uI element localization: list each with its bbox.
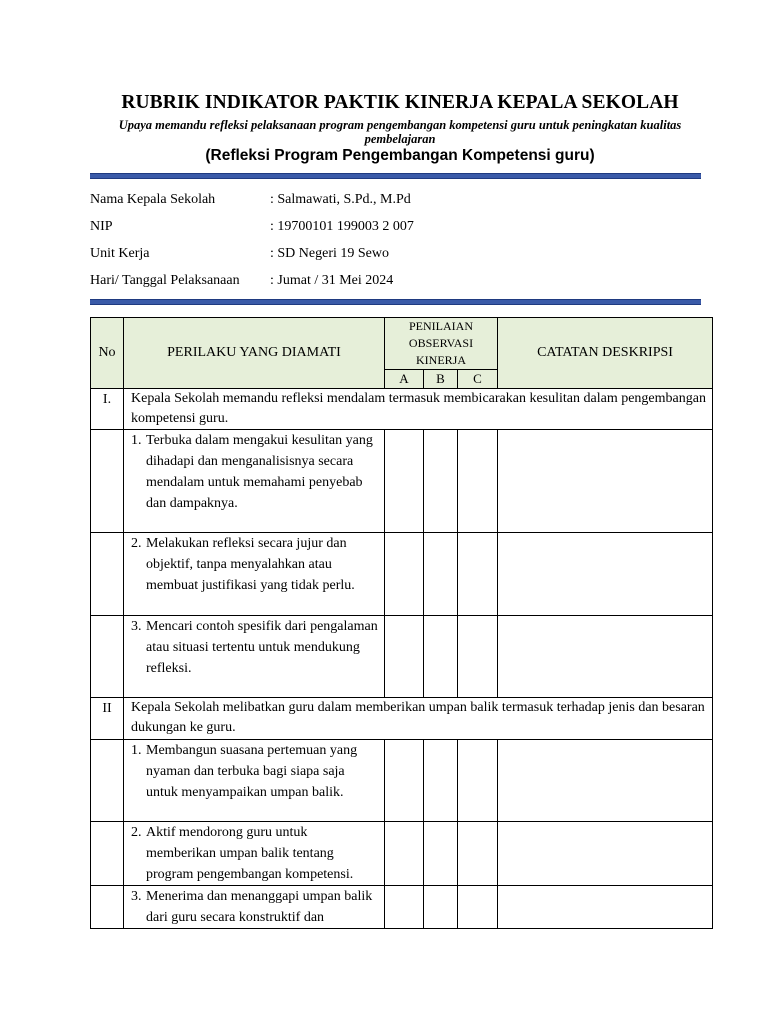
indicator-text: Membangun suasana pertemuan yang nyaman dan terbuka bagi siapa saja untuk menyampaikan umpan balik.: [146, 743, 358, 800]
score-b-cell[interactable]: [424, 740, 458, 822]
notes-cell[interactable]: [498, 886, 713, 929]
indicator-cell: [124, 740, 385, 822]
identity-info: [90, 186, 710, 294]
score-a-cell[interactable]: [385, 533, 424, 616]
section-number: II: [91, 698, 124, 740]
score-a-cell[interactable]: [385, 616, 424, 698]
info-value: : SD Negeri 19 Sewo: [270, 246, 389, 261]
indicator-cell: [124, 533, 385, 616]
table-row: [91, 533, 713, 616]
section-heading: Kepala Sekolah melibatkan guru dalam memberikan umpan balik termasuk terhadap jenis dan besaran dukungan ke guru.: [124, 698, 713, 740]
document-title: RUBRIK INDIKATOR PAKTIK KINERJA KEPALA SEKOLAH: [121, 92, 679, 113]
notes-cell[interactable]: [498, 430, 713, 533]
table-row: [91, 616, 713, 698]
indicator-number: 1.: [131, 433, 142, 448]
header-perilaku: PERILAKU YANG DIAMATI: [124, 318, 385, 389]
score-c-cell[interactable]: [458, 533, 498, 616]
score-b-cell[interactable]: [424, 430, 458, 533]
table-row: [91, 822, 713, 886]
table-row: [91, 430, 713, 533]
indicator-number: 3.: [131, 619, 142, 634]
notes-cell[interactable]: [498, 740, 713, 822]
indicator-text: Melakukan refleksi secara jujur dan objektif, tanpa menyalahkan atau membuat justifikasi yang tidak perlu.: [146, 536, 355, 593]
header-penilaian: PENILAIAN OBSERVASI KINERJA: [385, 318, 498, 370]
indicator-cell: [124, 430, 385, 533]
indicator-cell: [124, 616, 385, 698]
score-b-cell[interactable]: [424, 822, 458, 886]
score-a-cell[interactable]: [385, 822, 424, 886]
info-value: : Jumat / 31 Mei 2024: [270, 273, 394, 288]
info-label: Unit Kerja: [90, 246, 150, 261]
info-row-nip: [90, 213, 710, 240]
score-c-cell[interactable]: [458, 740, 498, 822]
info-row-unit-kerja: [90, 240, 710, 267]
header-a: A: [385, 370, 424, 389]
indicator-number: 2.: [131, 825, 142, 840]
indicator-text: Aktif mendorong guru untuk memberikan umpan balik tentang program pengembangan kompetensi.: [146, 825, 354, 882]
info-row-tanggal: [90, 267, 710, 294]
divider-top: [90, 173, 701, 179]
score-b-cell[interactable]: [424, 616, 458, 698]
header-b: B: [424, 370, 458, 389]
indicator-number: 1.: [131, 743, 142, 758]
indicator-number: 2.: [131, 536, 142, 551]
no-cell: [91, 822, 124, 886]
score-c-cell[interactable]: [458, 616, 498, 698]
header-no: No: [91, 318, 124, 389]
header-c: C: [458, 370, 498, 389]
notes-cell[interactable]: [498, 616, 713, 698]
section-number: I.: [91, 389, 124, 430]
info-label: Nama Kepala Sekolah: [90, 192, 216, 207]
score-a-cell[interactable]: [385, 886, 424, 929]
score-a-cell[interactable]: [385, 430, 424, 533]
no-cell: [91, 533, 124, 616]
rubric-table: [90, 317, 713, 929]
document-subtitle-program: (Refleksi Program Pengembangan Kompetensi guru): [205, 147, 595, 164]
score-c-cell[interactable]: [458, 886, 498, 929]
score-c-cell[interactable]: [458, 430, 498, 533]
score-a-cell[interactable]: [385, 740, 424, 822]
no-cell: [91, 430, 124, 533]
no-cell: [91, 616, 124, 698]
indicator-number: 3.: [131, 889, 142, 904]
no-cell: [91, 740, 124, 822]
no-cell: [91, 886, 124, 929]
notes-cell[interactable]: [498, 533, 713, 616]
score-b-cell[interactable]: [424, 886, 458, 929]
info-row-nama: [90, 186, 710, 213]
indicator-text: Menerima dan menanggapi umpan balik dari guru secara konstruktif dan: [146, 889, 373, 925]
document-subtitle: Upaya memandu refleksi pelaksanaan program pengembangan kompetensi guru untuk peningkatan kualitas pembelajaran: [118, 118, 682, 146]
section-row: [91, 698, 713, 740]
info-value: : 19700101 199003 2 007: [270, 219, 414, 234]
indicator-text: Terbuka dalam mengakui kesulitan yang dihadapi dan menganalisisnya secara mendalam untuk memahami penyebab dan dampaknya.: [146, 433, 373, 511]
info-value: : Salmawati, S.Pd., M.Pd: [270, 192, 411, 207]
indicator-text: Mencari contoh spesifik dari pengalaman atau situasi tertentu untuk mendukung refleksi.: [146, 619, 378, 676]
section-row: [91, 389, 713, 430]
table-row: [91, 886, 713, 929]
notes-cell[interactable]: [498, 822, 713, 886]
table-row: [91, 740, 713, 822]
score-c-cell[interactable]: [458, 822, 498, 886]
score-b-cell[interactable]: [424, 533, 458, 616]
indicator-cell: [124, 886, 385, 929]
info-label: NIP: [90, 219, 113, 234]
divider-bottom: [90, 299, 701, 305]
info-label: Hari/ Tanggal Pelaksanaan: [90, 273, 240, 288]
indicator-cell: [124, 822, 385, 886]
section-heading: Kepala Sekolah memandu refleksi mendalam termasuk membicarakan kesulitan dalam pengembangan kompetensi guru.: [124, 389, 713, 430]
header-catatan: CATATAN DESKRIPSI: [498, 318, 713, 389]
